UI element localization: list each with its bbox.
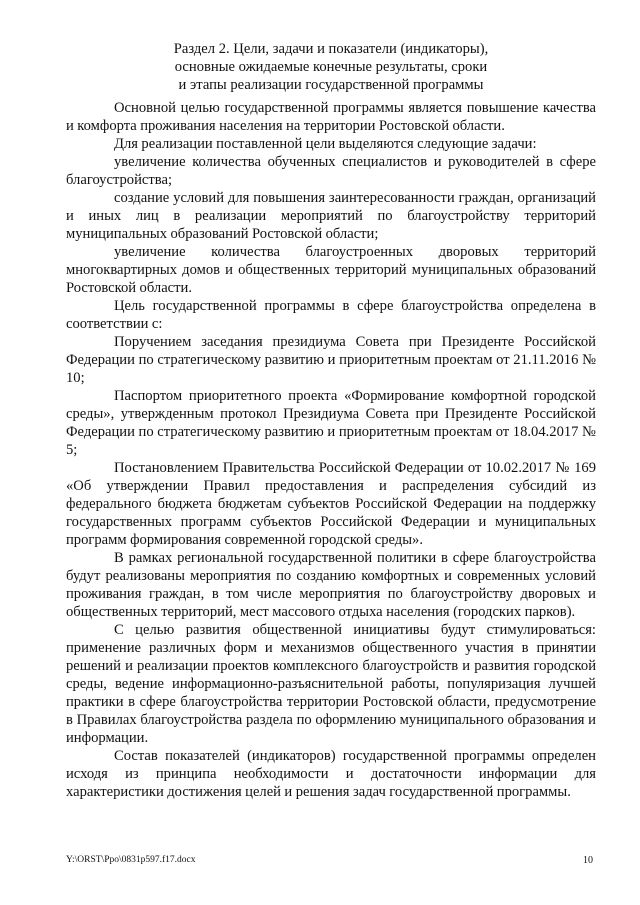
paragraph-basis-intro: Цель государственной программы в сфере благоустройства определена в соответствии с: [66,298,596,332]
section-heading [66,40,596,94]
footer-page-number: 10 [583,855,593,866]
paragraph-task-3: увеличение количества благоустроенных дворовых территорий многоквартирных домов и общественных территорий муниципальных образований Ростовской области. [66,244,596,296]
footer-file-path: Y:\ORST\Ppo\0831p597.f17.docx [66,855,196,865]
paragraph-basis-3: Постановлением Правительства Российской Федерации от 10.02.2017 № 169 «Об утверждении Правил предоставления и распределения субсидий из федерального бюджета бюджетам субъектов Российской Федерации на поддержку государственных программ субъектов Российской Федерации и муниципальных программ формирования современной городской среды». [66,460,596,548]
body-text [66,99,596,801]
paragraph-task-1: увеличение количества обученных специалистов и руководителей в сфере благоустройства; [66,154,596,188]
paragraph-main-goal: Основной целью государственной программы является повышение качества и комфорта проживания населения на территории Ростовской области. [66,100,596,134]
paragraph-basis-1: Поручением заседания президиума Совета при Президенте Российской Федерации по стратегическому развитию и приоритетным проектам от 21.11.2016 № 10; [66,334,596,386]
heading-line-1: Раздел 2. Цели, задачи и показатели (индикаторы), [173,41,489,57]
paragraph-public-initiative: С целью развития общественной инициативы будут стимулироваться: применение различных форм и механизмов общественного участия в принятии решений и реализации проектов комплексного благоустройств и развития городской среды, ведение информационно-разъяснительной работы, популяризация лучшей практики в сфере благоустройства территории Ростовской области, предусмотрение в Правилах благоустройства раздела по оформлению муниципального образования и информации. [66,622,596,746]
paragraph-indicators: Состав показателей (индикаторов) государственной программы определен исходя из принципа необходимости и достаточности информации для характеристики достижения целей и решения задач государственной программы. [66,748,596,800]
paragraph-task-2: создание условий для повышения заинтересованности граждан, организаций и иных лиц в реализации мероприятий по благоустройству территорий муниципальных образований Ростовской области; [66,190,596,242]
heading-line-2: основные ожидаемые конечные результаты, сроки [174,59,488,75]
paragraph-basis-2: Паспортом приоритетного проекта «Формирование комфортной городской среды», утвержденным протокол Президиума Совета при Президенте Российской Федерации по стратегическому развитию и приоритетным проектам от 18.04.2017 № 5; [66,388,596,458]
heading-line-3: и этапы реализации государственной программы [178,77,484,93]
paragraph-regional-policy: В рамках региональной государственной политики в сфере благоустройства будут реализованы мероприятия по созданию комфортных и современных условий проживания граждан, в том числе мероприятия по благоустройству дворовых и общественных территорий, мест массового отдыха населения (городских парков). [66,550,596,620]
paragraph-tasks-intro: Для реализации поставленной цели выделяются следующие задачи: [114,136,537,152]
